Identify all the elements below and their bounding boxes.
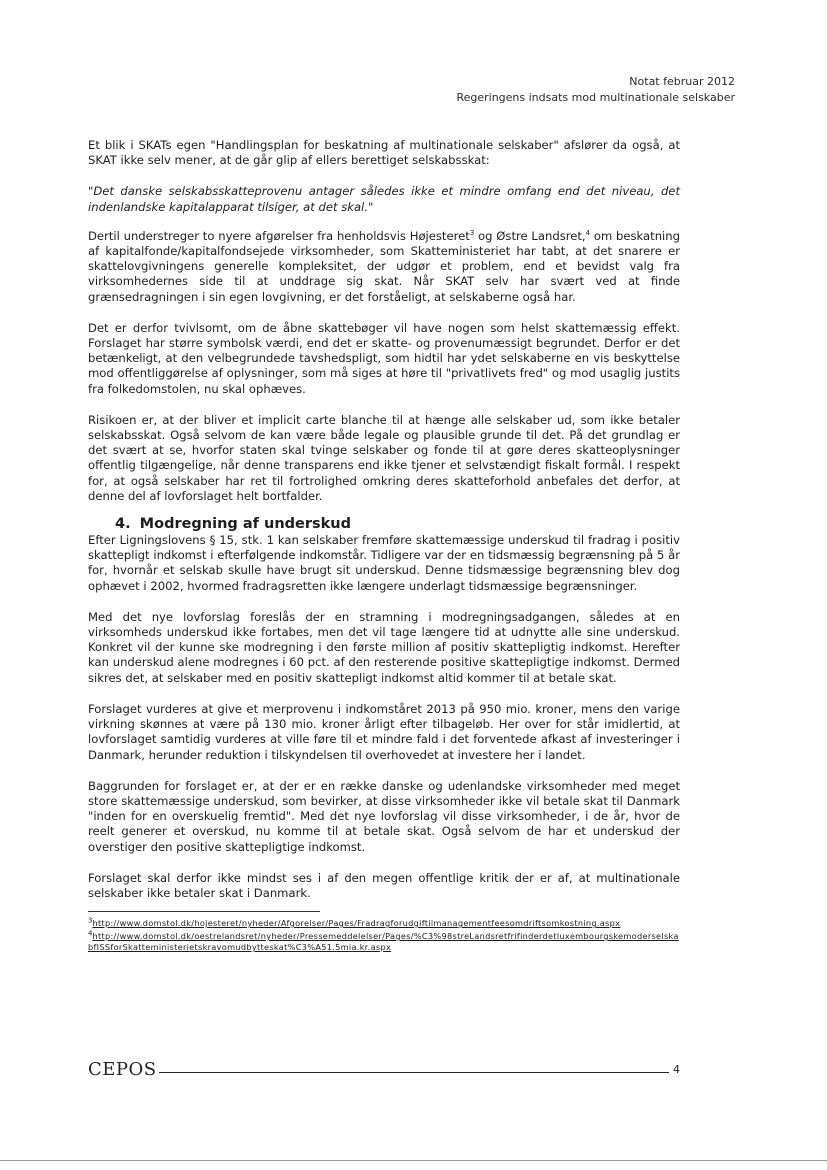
cepos-logo: CEPOS — [88, 1059, 157, 1080]
document-body — [88, 138, 680, 955]
page-footer — [88, 1054, 680, 1080]
footnote-ref-3[interactable]: 3 — [469, 228, 475, 237]
footnote-3 — [88, 918, 680, 929]
paragraph-7: Forslaget vurderes at give et merprovenu i indkomståret 2013 på 950 mio. kroner, mens den varige virkning skønnes at være på 130 mio. kroner årligt efter tilbageløb. Her over for står imidlertid, at lovforslaget samtidig vurderes at ville føre til et mindre fald i det forventede afkast af investeringer i Danmark, herunder reduktion i tilskyndelsen til overhovedet at investere her i landet. — [88, 701, 680, 762]
footnote-link-3[interactable]: http://www.domstol.dk/hojesteret/nyheder/Afgorelser/Pages/Fradragforudgiftilmanagementfeesomdriftsomkostning.aspx — [92, 918, 621, 929]
paragraph-2-part-b: og Østre Landsret, — [474, 228, 586, 243]
section-number: 4. — [115, 516, 131, 533]
paragraph-9: Forslaget skal derfor ikke mindst ses i af den megen offentlige kritik der er af, at multinationale selskaber ikke betaler skat i Danmark. — [88, 870, 680, 900]
quote-paragraph: "Det danske selskabsskatteprovenu antager således ikke et mindre omfang end det niveau, det indenlandske kapitalapparat tilsiger, at det skal." — [88, 184, 680, 214]
paragraph-6: Med det nye lovforslag foreslås der en stramning i modregningsadgangen, således at en virksomheds underskud ikke fortabes, men det vil tage længere tid at udnytte alle sine underskud. Konkret vil der kunne ske modregning i den første million af positiv skattepligtig indkomst. Herefter kan underskud alene modregnes i 60 pct. af den resterende positive skattepligtige indkomst. Dermed sikres det, at selskaber med en positiv skattepligt indkomst altid kommer til at betale skat. — [88, 609, 680, 685]
header-date: Notat februar 2012 — [629, 75, 735, 88]
footnotes — [88, 918, 680, 953]
page-number: 4 — [673, 1063, 680, 1076]
paragraph-2-part-c: om beskatning af kapitalfonde/kapitalfondsejede virksomheder, som Skatteministeriet har tabt, at det snarere er skattelovgivningens generelle kompleksitet, der udgør et problem, end et bevidst valg fra virksomhedernes side til at unddrage sig skat. Når SKAT selv har svært ved at finde grænsedragningen i sin egen lovgivning, er det forståeligt, at selskaberne også har. — [88, 228, 680, 304]
paragraph-2-part-a: Dertil understreger to nyere afgørelser fra henholdsvis Højesteret — [88, 228, 470, 243]
footnote-divider — [88, 911, 320, 912]
header-title: Regeringens indsats mod multinationale selskaber — [456, 91, 735, 104]
section-heading — [115, 516, 680, 532]
footnote-link-4[interactable]: http://www.domstol.dk/oestrelandsret/nyheder/Pressemeddelelser/Pages/%C3%98streLandsretfrifinderdetluxembourgskemoderselskabfISSforSkatteministerietskravomudbytteskat%C3%A51.5mia.kr.aspx — [88, 931, 679, 953]
section-title: Modregning af underskud — [139, 516, 351, 533]
footnote-ref-4[interactable]: 4 — [585, 228, 591, 237]
footnote-number-4: 4 — [88, 929, 93, 938]
footnote-number-3: 3 — [88, 916, 93, 925]
paragraph-5: Efter Ligningslovens § 15, stk. 1 kan selskaber fremføre skattemæssige underskud til fradrag i positiv skattepligt indkomst i efterfølgende indkomstår. Tidligere var der en tidsmæssig begrænsning på 5 år for, hvornår et selskab skulle have brugt sit underskud. Denne tidsmæssige begrænsning blev dog ophævet i 2002, hvormed fradragsretten ikke længere underlagt tidsmæssige begrænsninger. — [88, 533, 680, 593]
paragraph-1: Et blik i SKATs egen "Handlingsplan for beskatning af multinationale selskaber" afslører da også, at SKAT ikke selv mener, at de går glip af ellers berettiget selskabsskat: — [88, 138, 680, 168]
footer-rule — [159, 1072, 669, 1073]
paragraph-3: Det er derfor tvivlsomt, om de åbne skattebøger vil have nogen som helst skattemæssig effekt. Forslaget har større symbolsk værdi, end det er skatte- og provenumæssigt begrundet. Derfor er det betænkeligt, at den velbegrundede tavshedspligt, som hidtil har ydet selskaberne en vis beskyttelse mod offentliggørelse af oplysninger, som må siges at høre til "privatlivets fred" og mod usaglig justits fra folkedomstolen, nu skal ophæves. — [88, 320, 680, 396]
paragraph-2 — [88, 229, 680, 305]
page-header — [456, 74, 735, 106]
scan-edge-line — [0, 1160, 827, 1161]
paragraph-8: Baggrunden for forslaget er, at der er en række danske og udenlandske virksomheder med meget store skattemæssige underskud, som bevirker, at disse virksomheder ikke vil betale skat til Danmark "inden for en overskuelig fremtid". Med det nye lovforslag vil disse virksomheder, i de år, hvor de reelt generer et overskud, nu komme til at betale skat. Også selvom de har et underskud der overstiger den positive skattepligtige indkomst. — [88, 778, 680, 854]
footnote-4 — [88, 931, 680, 953]
paragraph-4: Risikoen er, at der bliver et implicit carte blanche til at hænge alle selskaber ud, som ikke betaler selskabsskat. Også selvom de kan være både legale og plausible grunde til det. På det grundlag er det svært at se, hvorfor staten skal tvinge selskaber og fonde til at gøre deres skatteoplysninger offentlig tilgængelige, når denne transparens end ikke tjener et selvstændigt fiskalt formål. I respekt for, at også selskaber har ret til fortrolighed omkring deres skatteforhold anbefales det derfor, at denne del af lovforslaget helt bortfalder. — [88, 412, 680, 503]
